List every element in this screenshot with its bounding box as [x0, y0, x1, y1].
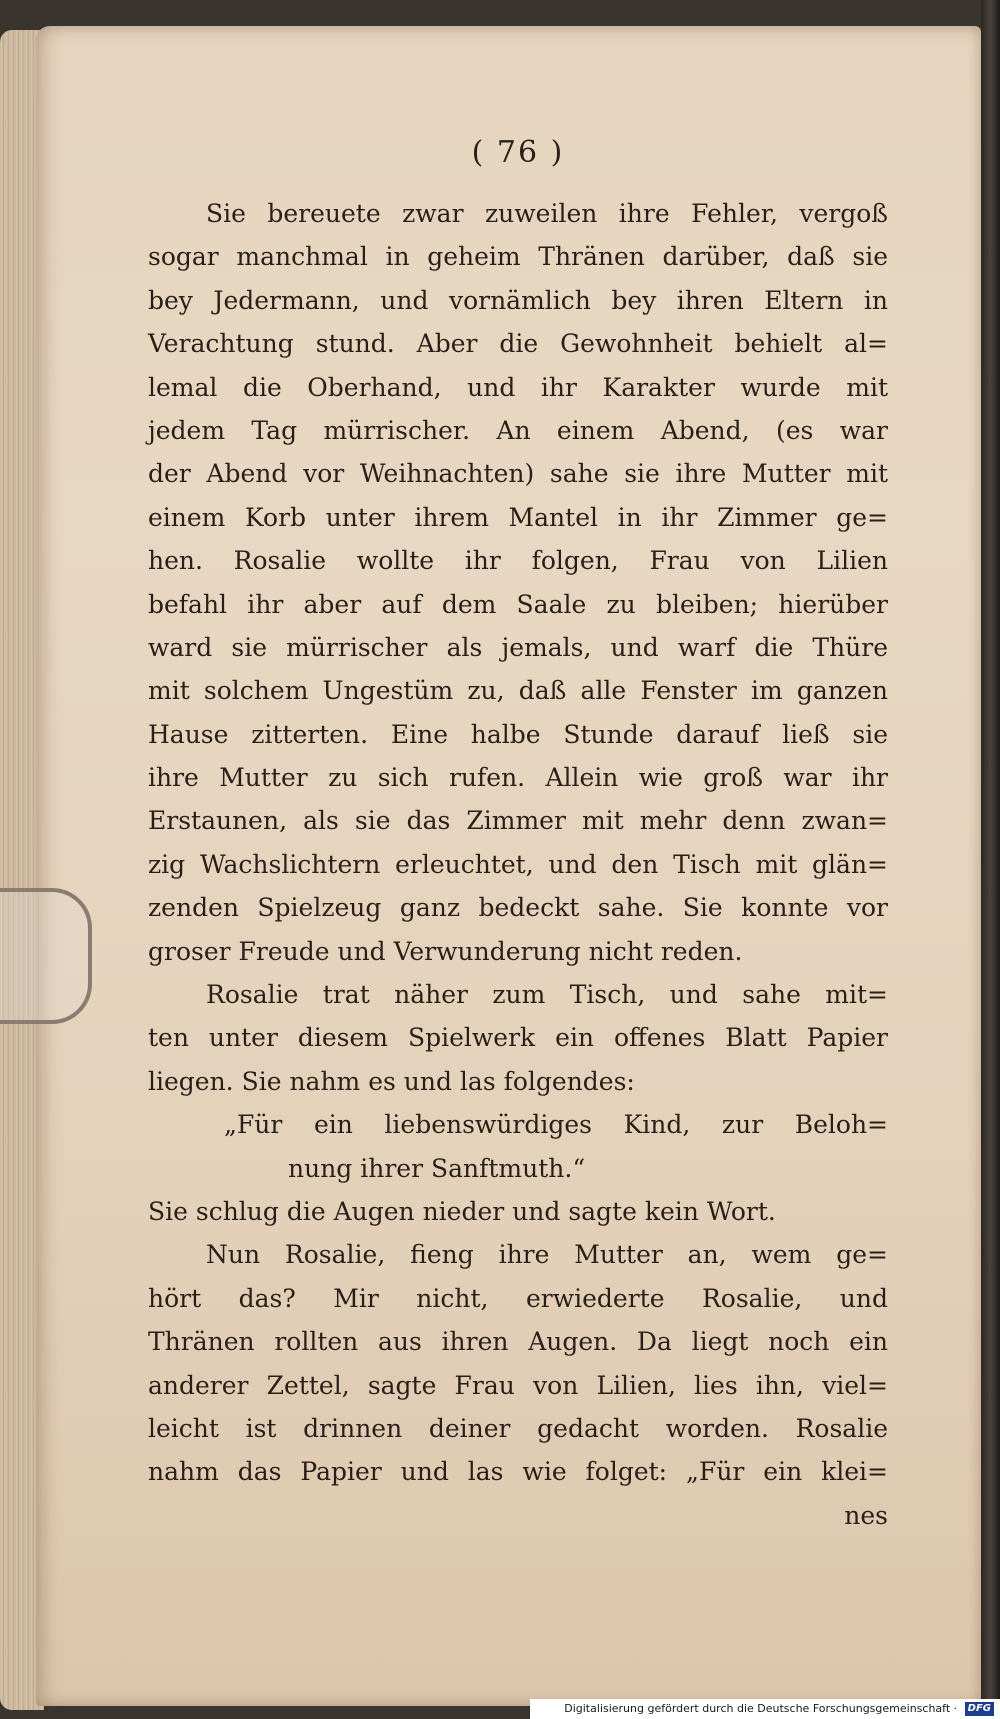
text-line: ihre Mutter zu sich rufen. Allein wie groß war ihr	[148, 763, 888, 793]
text-line: einem Korb unter ihrem Mantel in ihr Zimmer ge=	[148, 502, 888, 532]
text-line: Erstaunen, als sie das Zimmer mit mehr denn zwan=	[148, 806, 888, 836]
text-line: ward sie mürrischer als jemals, und warf die Thüre	[148, 632, 888, 662]
text-line: Hause zitterten. Eine halbe Stunde darauf ließ sie	[148, 719, 888, 749]
text-line: zenden Spielzeug ganz bedeckt sahe. Sie konnte vor	[148, 893, 888, 923]
text-line: bey Jedermann, und vornämlich bey ihren Eltern in	[148, 285, 888, 315]
text-line: sogar manchmal in geheim Thränen darüber, daß sie	[148, 242, 888, 272]
text-line: jedem Tag mürrischer. An einem Abend, (es war	[148, 415, 888, 445]
verse-line: nung ihrer Sanftmuth.“	[288, 1153, 586, 1183]
text-line: Sie bereuete zwar zuweilen ihre Fehler, vergoß	[206, 199, 888, 228]
funding-credit-text: Digitalisierung gefördert durch die Deutsche Forschungsgemeinschaft ·	[564, 1702, 958, 1715]
binding-shadow	[981, 0, 1000, 1719]
text-line: Nun Rosalie, fieng ihre Mutter an, wem ge=	[206, 1240, 888, 1270]
text-line: hen. Rosalie wollte ihr folgen, Frau von Lilien	[148, 546, 888, 576]
page-text	[148, 132, 888, 1537]
text-line: Verachtung stund. Aber die Gewohnheit behielt al=	[148, 329, 888, 359]
text-line: Sie schlug die Augen nieder und sagte kein Wort.	[148, 1196, 776, 1226]
text-line: groser Freude und Verwunderung nicht reden.	[148, 936, 743, 966]
text-line: mit solchem Ungestüm zu, daß alle Fenster im ganzen	[148, 676, 888, 706]
text-line: lemal die Oberhand, und ihr Karakter wurde mit	[148, 372, 888, 402]
text-line: liegen. Sie nahm es und las folgendes:	[148, 1066, 635, 1096]
digitization-credit-bar	[530, 1699, 1000, 1719]
verse-line: „Für ein liebenswürdiges Kind, zur Beloh=	[224, 1110, 888, 1140]
text-line: leicht ist drinnen deiner gedacht worden. Rosalie	[148, 1413, 888, 1443]
catchword: nes	[844, 1500, 888, 1530]
dfg-logo: DFG	[965, 1702, 994, 1716]
text-line: zig Wachslichtern erleuchtet, und den Tisch mit glän=	[148, 849, 888, 879]
text-line: hört das? Mir nicht, erwiederte Rosalie, und	[148, 1283, 888, 1313]
text-line: nahm das Papier und las wie folget: „Für ein klei=	[148, 1457, 888, 1487]
text-line: Thränen rollten aus ihren Augen. Da liegt noch ein	[148, 1327, 888, 1357]
text-line: befahl ihr aber auf dem Saale zu bleiben; hierüber	[148, 589, 888, 619]
page-clip-tab	[0, 888, 92, 1024]
text-line: ten unter diesem Spielwerk ein offenes Blatt Papier	[148, 1023, 888, 1053]
text-line: anderer Zettel, sagte Frau von Lilien, lies ihn, viel=	[148, 1370, 888, 1400]
page-number: ( 76 )	[471, 135, 565, 170]
text-line: Rosalie trat näher zum Tisch, und sahe mit=	[206, 980, 888, 1010]
text-line: der Abend vor Weihnachten) sahe sie ihre Mutter mit	[148, 459, 888, 489]
